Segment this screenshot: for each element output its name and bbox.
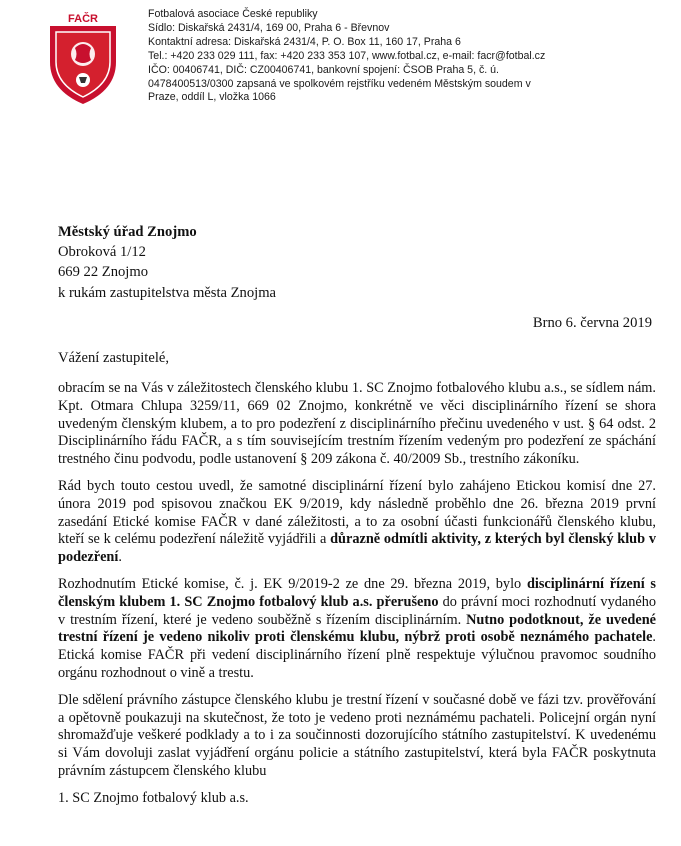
addressee-name: Městský úřad Znojmo [58, 224, 197, 240]
letter-body [58, 380, 656, 817]
facr-logo-icon [44, 10, 122, 106]
paragraph-4: Dle sdělení právního zástupce členského klubu je trestní řízení v současné době ve fázi tzv. prověřování a opětovně poukazuji na skutečnost, že toto je vedeno proti neznámému pachateli. Policejní orgán nyní shromažďuje veškeré podklady a to i za součinnosti dozorujícího státního zastupitelství. K uvedenému si Vám dovoluji zaslat vyjádření orgánu policie a státního zastupitelství, která byla FAČR poskytnuta právním zástupcem členského klubu [58, 691, 656, 779]
paragraph-2-emphasis: důrazně odmítli aktivity, z kterých byl členský klub v podezření [58, 531, 656, 566]
letter-date: Brno 6. června 2019 [532, 315, 652, 331]
paragraph-3-end: . Etická komise FAČR při vedení disciplinárního řízení plně respektuje výlučnou pravomoc soudního orgánu rozhodnout o vině a trestu. [58, 629, 656, 681]
addressee-street: Obroková 1/12 [58, 244, 146, 260]
logo-text: FAČR [68, 13, 98, 25]
paragraph-1: obracím se na Vás v záležitostech členského klubu 1. SC Znojmo fotbalového klubu a.s., se sídlem nám. Kpt. Otmara Chlupa 3259/11, 669 02 Znojmo, konkrétně ve věci disciplinárního řízení se shora uvedeným členským klubem, a to pro podezření z disciplinárního přečinu uvedeného v ust. § 64 odst. 2 Disciplinárního řádu FAČR, a s tím souvisejícím trestním řízením vedeným pro podezření ze spáchání trestného činu podvodu, podle ustanovení § 209 zákona č. 40/2009 Sb., trestního zákoníku. [58, 380, 656, 468]
org-line: Fotbalová asociace České republiky [148, 8, 318, 20]
paragraph-3-text: Rozhodnutím Etické komise, č. j. EK 9/2019-2 ze dne 29. března 2019, bylo [58, 575, 527, 592]
org-line: IČO: 00406741, DIČ: CZ00406741, bankovní spojení: ČSOB Praha 5, č. ú. [148, 63, 499, 76]
paragraph-3-emphasis: disciplinární řízení s členským klubem 1. SC Znojmo fotbalový klub a.s. přerušeno [58, 575, 656, 610]
salutation: Vážení zastupitelé, [58, 350, 170, 366]
org-line: Tel.: +420 233 029 111, fax: +420 233 353 107, www.fotbal.cz, e-mail: facr@fotbal.cz [148, 49, 546, 62]
letterhead [30, 4, 670, 124]
paragraph-3-emphasis-2: Nutno podotknout, že uvedené trestní řízení je vedeno nikoliv proti členskému klubu, nýbrž proti osobě neznámého pachatele [58, 611, 656, 646]
paragraph-3 [58, 576, 656, 683]
organization-info [148, 8, 668, 105]
paragraph-2-text: Rád bych touto cestou uvedl, že samotné disciplinární řízení bylo zahájeno Etickou komisí dne 27. února 2019 pod spisovou značkou EK 9/2019, kdy následně proběhlo dne 26. března 2019 první zasedání Etické komise FAČR v dané záležitosti, a to za osobní účasti funkcionářů členského klubu, kteří se k celému podezření náležitě vyjádřili a [58, 477, 656, 548]
paragraph-2 [58, 478, 656, 567]
paragraph-3-text-2: do právní moci rozhodnutí vydaného v trestním řízení, které je vedeno souběžně s řízením disciplinárním. [58, 593, 656, 628]
attention-line: k rukám zastupitelstva města Znojma [58, 285, 277, 301]
org-line: Praze, oddíl L, vložka 1066 [148, 91, 276, 104]
addressee-city: 669 22 Znojmo [58, 264, 148, 280]
paragraph-2-end: . [118, 549, 122, 566]
org-line: Kontaktní adresa: Diskařská 2431/4, P. O. Box 11, 160 17, Praha 6 [148, 35, 461, 48]
org-line: 0478400513/0300 zapsaná ve spolkovém rejstříku vedeném Městským soudem v [148, 77, 531, 90]
org-line: Sídlo: Diskařská 2431/4, 169 00, Praha 6 - Břevnov [148, 21, 390, 34]
addressee-block [58, 222, 197, 282]
paragraph-5: 1. SC Znojmo fotbalový klub a.s. [58, 789, 249, 806]
